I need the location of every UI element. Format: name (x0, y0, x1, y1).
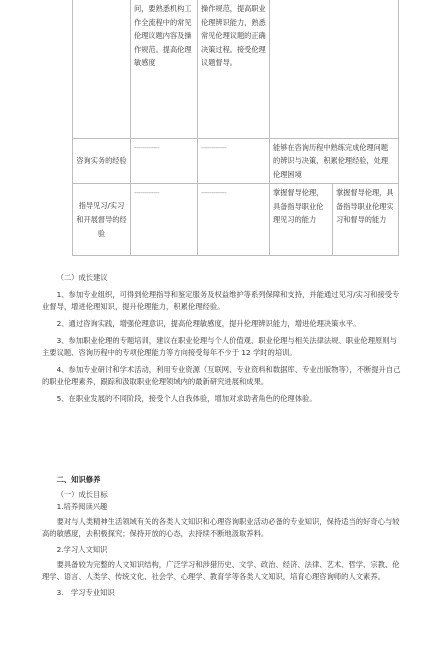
section-subtitle: （二）成长建议 (56, 273, 108, 282)
table-row (73, 184, 399, 256)
row-label: 咨询实务的经验 (73, 138, 131, 184)
knowledge-section (42, 474, 402, 599)
section-subtitle: （一）成长目标 (56, 490, 108, 499)
list-item: 1、参加专业组织，可得到伦理指导和鉴定服务及权益维护等系列保障和支持，并能通过见习/实习和接受专业督导，增进伦理知识，提升伦理能力，积累伦理经验。 (42, 290, 400, 311)
table-cell: 能够在咨询历程中熟练完成伦理问题的辨识与决策，积累伦理经验，处理伦理困境 (270, 138, 399, 184)
paragraph: 要对与人类精神生活领域有关的各类人文知识和心理咨询职业活动必备的专业知识，保持适当的好奇心与较高的敏感度，去积极探究；保持开放的心态，去持续不断地汲取养料。 (42, 517, 400, 538)
section-title: 二、知识修养 (56, 475, 101, 484)
table-cell: ------------ (198, 184, 270, 256)
list-item: 3、参加职业伦理的专题培训，建议在职业伦理与个人价值观、职业伦理与相关法律法规、职业伦理原则与主要议题、咨询历程中的专项伦理能力等方向接受每年不少于 12 学时的培训。 (42, 336, 397, 357)
paragraph: 要具备较为完整的人文知识结构，广泛学习和涉猎历史、文学、政治、经济、法律、艺术、哲学、宗教、伦理学、语言、人类学、传统文化、社会学、心理学、教育学等各类人文知识，培育心理咨询师的人文素养。 (42, 560, 400, 581)
table-cell: ------------ (131, 184, 198, 256)
table-cell (198, 0, 270, 138)
table-cell: 掌握督导伦理，具备指导职业伦理实习和督导的能力 (333, 184, 399, 256)
subsection-title: 1.培养阅读兴趣 (56, 502, 108, 511)
list-item: 2、通过咨询实践，增强伦理意识，提高伦理敏感度，提升伦理辨识能力，增进伦理决策水平。 (56, 319, 361, 328)
competency-table (72, 0, 399, 256)
list-item: 4、参加专业研讨和学术活动，利用专业资源（互联网、专业资料和数据库、专业出版物等），不断提升自己的职业伦理素养，跟踪和汲取职业伦理领域内的最新研究进展和成果。 (42, 365, 401, 386)
table-cell: 掌握督导伦理，具备指导职业伦理见习的能力 (270, 184, 333, 256)
growth-section (42, 272, 402, 405)
table-cell (131, 0, 198, 138)
table-cell: ------------ (198, 138, 270, 184)
table-row (73, 138, 399, 184)
subsection-title: 3. 学习专业知识 (56, 588, 115, 597)
table-cell (270, 0, 399, 138)
subsection-title: 2.学习人文知识 (56, 545, 108, 554)
table-row (73, 0, 399, 138)
cell-text: 问，要熟悉机构工作全流程中的常见伦理议题内容及操作规范。提高伦理敏感度 (134, 4, 192, 68)
table-cell (73, 0, 131, 138)
cell-text: 操作规范，提高职业伦理辨识能力，熟悉常见伦理议题的正确决策过程。接受伦理议题督导。 (201, 4, 266, 68)
list-item: 5、在职业发展的不同阶段，接受个人自我体验，增加对求助者角色的伦理体验。 (56, 394, 317, 403)
table-cell: ------------ (131, 138, 198, 184)
row-label: 指导见习/实习和开展督导的经验 (73, 184, 131, 256)
